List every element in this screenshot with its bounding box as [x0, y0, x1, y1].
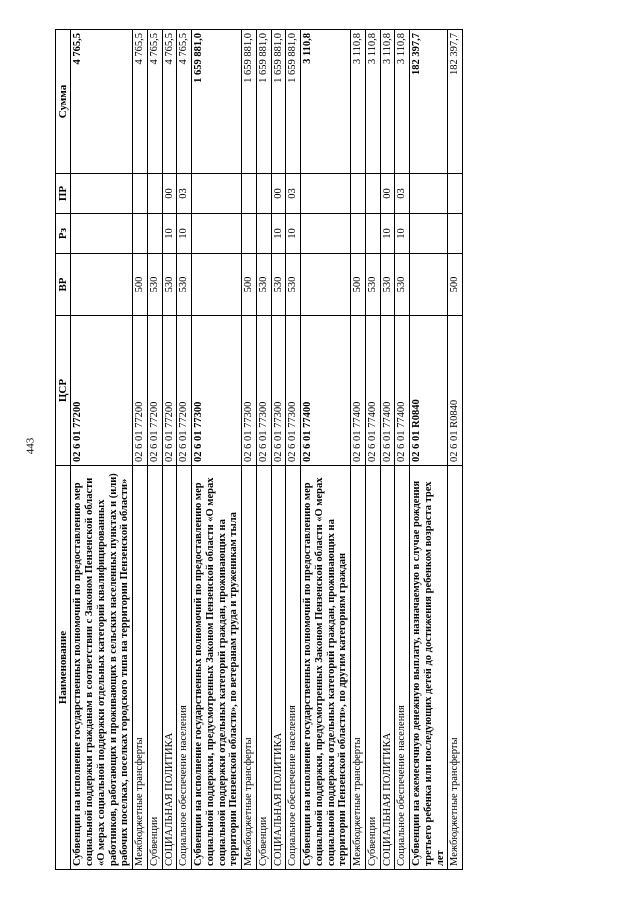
cell-name: Социальное обеспечение населения: [395, 466, 410, 870]
header-csr: ЦСР: [56, 316, 71, 466]
cell-sum: 3 110,8: [351, 30, 366, 174]
cell-rz: 10: [286, 214, 301, 254]
cell-pr: 03: [286, 174, 301, 214]
table-row: [351, 30, 366, 870]
cell-pr: [71, 174, 133, 214]
cell-vr: 530: [286, 254, 301, 316]
cell-csr: 02 6 01 77200: [162, 316, 177, 466]
cell-rz: [365, 214, 380, 254]
cell-pr: 03: [395, 174, 410, 214]
cell-sum: 1 659 881,0: [192, 30, 242, 174]
cell-csr: 02 6 01 77200: [71, 316, 133, 466]
cell-pr: 00: [271, 174, 286, 214]
cell-rz: 10: [271, 214, 286, 254]
budget-table-sheet: [55, 30, 615, 870]
cell-csr: 02 6 01 77300: [271, 316, 286, 466]
cell-sum: 4 765,5: [147, 30, 162, 174]
cell-name: Субвенции на исполнение государственных полномочий по предоставлению мер социальной поддержки гражданам в соответствии с Законом Пензенской области «О мерах социальной поддержки отдельных категорий квалифицированных работников, работающих и проживающих в сельских населенных пунктах и (или) рабочих поселках, поселках городского типа на территории Пензенской области»: [71, 466, 133, 870]
cell-pr: 03: [177, 174, 192, 214]
cell-csr: 02 6 01 77400: [365, 316, 380, 466]
cell-rz: 10: [395, 214, 410, 254]
cell-rz: [133, 214, 148, 254]
table-body: [71, 30, 463, 870]
table-row: [410, 30, 448, 870]
table-row: [192, 30, 242, 870]
table-row: [448, 30, 463, 870]
cell-sum: 182 397,7: [448, 30, 463, 174]
cell-name: Субвенции: [365, 466, 380, 870]
cell-sum: 3 110,8: [395, 30, 410, 174]
cell-pr: [242, 174, 257, 214]
cell-csr: 02 6 01 77400: [380, 316, 395, 466]
page-number: 443: [24, 437, 37, 455]
cell-sum: 1 659 881,0: [286, 30, 301, 174]
cell-name: СОЦИАЛЬНАЯ ПОЛИТИКА: [162, 466, 177, 870]
cell-sum: 3 110,8: [380, 30, 395, 174]
cell-rz: [410, 214, 448, 254]
cell-name: СОЦИАЛЬНАЯ ПОЛИТИКА: [380, 466, 395, 870]
cell-csr: 02 6 01 77300: [192, 316, 242, 466]
cell-rz: [192, 214, 242, 254]
cell-pr: 00: [162, 174, 177, 214]
cell-csr: 02 6 01 77400: [351, 316, 366, 466]
cell-name: Межбюджетные трансферты: [133, 466, 148, 870]
cell-rz: [147, 214, 162, 254]
cell-sum: 4 765,5: [133, 30, 148, 174]
table-row: [286, 30, 301, 870]
cell-vr: 530: [395, 254, 410, 316]
header-sum: Сумма: [56, 30, 71, 174]
cell-name: Межбюджетные трансферты: [242, 466, 257, 870]
cell-rz: 10: [177, 214, 192, 254]
header-vr: ВР: [56, 254, 71, 316]
cell-vr: [71, 254, 133, 316]
cell-sum: 1 659 881,0: [256, 30, 271, 174]
cell-pr: [133, 174, 148, 214]
cell-name: Межбюджетные трансферты: [448, 466, 463, 870]
cell-vr: 530: [365, 254, 380, 316]
cell-csr: 02 6 01 R0840: [448, 316, 463, 466]
cell-sum: 182 397,7: [410, 30, 448, 174]
cell-pr: [351, 174, 366, 214]
table-row: [365, 30, 380, 870]
cell-csr: 02 6 01 R0840: [410, 316, 448, 466]
table-row: [162, 30, 177, 870]
cell-csr: 02 6 01 77200: [177, 316, 192, 466]
cell-name: Субвенции: [147, 466, 162, 870]
header-pr: ПР: [56, 174, 71, 214]
table-header-row: [56, 30, 71, 870]
cell-name: Субвенции на исполнение государственных полномочий по предоставлению мер социальной поддержки, предусмотренных Законом Пензенской области «О мерах социальной поддержки отдельных категорий граждан, проживающих на территории Пензенской области», по другим категориям граждан: [301, 466, 351, 870]
cell-pr: [147, 174, 162, 214]
cell-vr: 530: [147, 254, 162, 316]
cell-vr: 530: [177, 254, 192, 316]
cell-vr: 500: [351, 254, 366, 316]
cell-sum: 1 659 881,0: [271, 30, 286, 174]
table-row: [242, 30, 257, 870]
cell-name: Социальное обеспечение населения: [286, 466, 301, 870]
table-row: [271, 30, 286, 870]
cell-rz: [448, 214, 463, 254]
cell-rz: [242, 214, 257, 254]
cell-name: Субвенции на ежемесячную денежную выплату, назначаемую в случае рождения третьего ребенка или последующих детей до достижения ребенком возраста трех лет: [410, 466, 448, 870]
cell-pr: [192, 174, 242, 214]
cell-pr: [410, 174, 448, 214]
cell-vr: [301, 254, 351, 316]
cell-vr: 530: [380, 254, 395, 316]
cell-vr: 530: [256, 254, 271, 316]
table-row: [133, 30, 148, 870]
header-name: Наименование: [56, 466, 71, 870]
cell-csr: 02 6 01 77400: [301, 316, 351, 466]
cell-rz: [256, 214, 271, 254]
cell-vr: [192, 254, 242, 316]
cell-csr: 02 6 01 77300: [286, 316, 301, 466]
cell-pr: [448, 174, 463, 214]
cell-sum: 3 110,8: [301, 30, 351, 174]
table-row: [71, 30, 133, 870]
cell-rz: [301, 214, 351, 254]
cell-name: Межбюджетные трансферты: [351, 466, 366, 870]
cell-vr: [410, 254, 448, 316]
table-row: [147, 30, 162, 870]
table-row: [177, 30, 192, 870]
cell-vr: 530: [271, 254, 286, 316]
table-row: [301, 30, 351, 870]
cell-rz: 10: [162, 214, 177, 254]
cell-csr: 02 6 01 77200: [133, 316, 148, 466]
cell-rz: [71, 214, 133, 254]
cell-rz: [351, 214, 366, 254]
cell-name: Субвенции: [256, 466, 271, 870]
cell-vr: 500: [448, 254, 463, 316]
cell-csr: 02 6 01 77300: [242, 316, 257, 466]
cell-sum: 1 659 881,0: [242, 30, 257, 174]
cell-pr: 00: [380, 174, 395, 214]
cell-name: Субвенции на исполнение государственных полномочий по предоставлению мер социальной поддержки, предусмотренных Законом Пензенской области «О мерах социальной поддержки отдельных категорий граждан, проживающих на территории Пензенской области», по ветеранам труда и труженикам тыла: [192, 466, 242, 870]
cell-name: Социальное обеспечение населения: [177, 466, 192, 870]
cell-sum: 4 765,5: [71, 30, 133, 174]
cell-vr: 500: [242, 254, 257, 316]
cell-vr: 500: [133, 254, 148, 316]
header-rz: Рз: [56, 214, 71, 254]
cell-csr: 02 6 01 77400: [395, 316, 410, 466]
table-row: [395, 30, 410, 870]
cell-pr: [365, 174, 380, 214]
cell-csr: 02 6 01 77300: [256, 316, 271, 466]
cell-name: СОЦИАЛЬНАЯ ПОЛИТИКА: [271, 466, 286, 870]
cell-rz: 10: [380, 214, 395, 254]
budget-table: [55, 29, 463, 870]
cell-csr: 02 6 01 77200: [147, 316, 162, 466]
cell-pr: [301, 174, 351, 214]
cell-vr: 530: [162, 254, 177, 316]
table-row: [256, 30, 271, 870]
cell-pr: [256, 174, 271, 214]
cell-sum: 4 765,5: [177, 30, 192, 174]
cell-sum: 3 110,8: [365, 30, 380, 174]
table-row: [380, 30, 395, 870]
cell-sum: 4 765,5: [162, 30, 177, 174]
